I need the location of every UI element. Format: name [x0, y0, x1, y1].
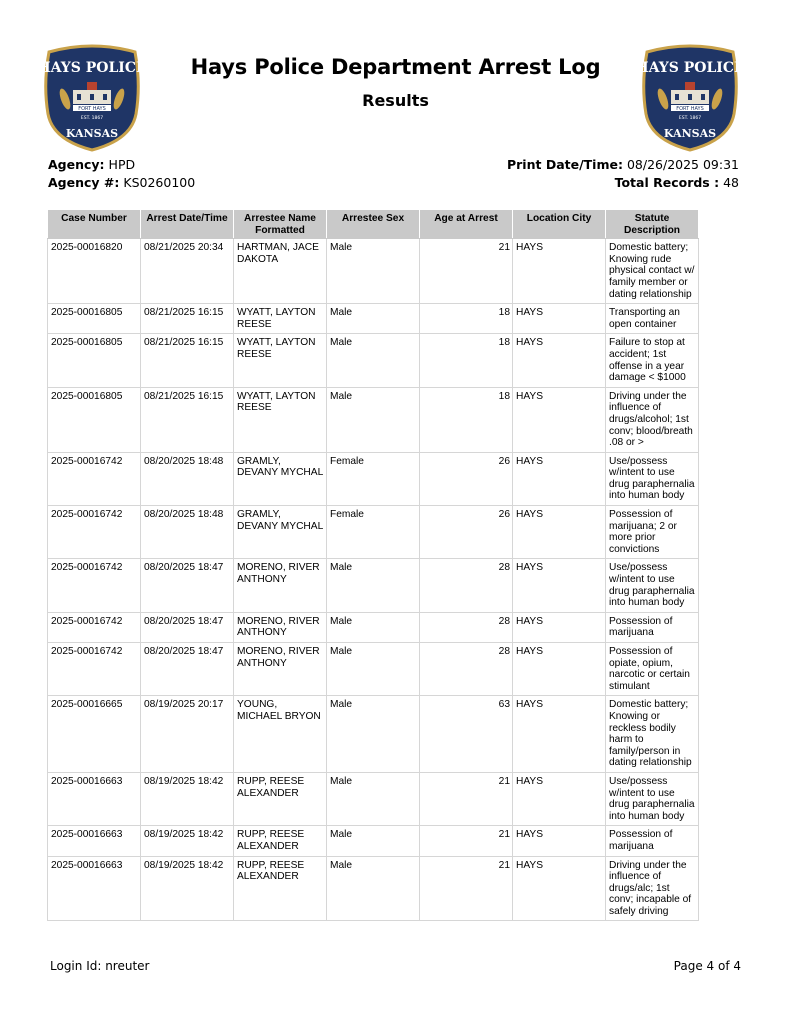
agency-info [48, 156, 195, 192]
page-subtitle: Results [362, 91, 429, 110]
cell-age-at-arrest: 21 [420, 772, 513, 825]
header-age-at-arrest: Age at Arrest [420, 210, 513, 239]
badge-banner-text: FORT HAYS [676, 106, 704, 112]
cell-statute-description: Use/possess w/intent to use drug paraphernalia into human body [606, 772, 699, 825]
cell-arrestee-sex: Female [327, 452, 420, 505]
print-datetime-value: 08/26/2025 09:31 [626, 157, 739, 172]
cell-age-at-arrest: 21 [420, 856, 513, 921]
login-id: Login Id: nreuter [50, 959, 150, 973]
table-row [48, 559, 699, 612]
badge-bottom-text: KANSAS [65, 127, 119, 140]
cell-age-at-arrest: 26 [420, 506, 513, 559]
cell-case-number: 2025-00016742 [48, 612, 141, 642]
agency-number-label: Agency #: [48, 175, 120, 190]
badge-top-text: HAYS POLICE [37, 60, 147, 76]
badge-banner-text: FORT HAYS [78, 106, 106, 112]
cell-arrest-datetime: 08/20/2025 18:47 [141, 612, 234, 642]
print-datetime-label: Print Date/Time: [506, 157, 623, 172]
cell-age-at-arrest: 21 [420, 239, 513, 304]
cell-arrestee-sex: Male [327, 239, 420, 304]
cell-arrestee-name: MORENO, RIVER ANTHONY [234, 559, 327, 612]
header-arrestee-name: Arrestee Name Formatted [234, 210, 327, 239]
cell-location-city: HAYS [513, 696, 606, 773]
cell-statute-description: Possession of marijuana [606, 826, 699, 856]
cell-case-number: 2025-00016663 [48, 856, 141, 921]
total-records-line [507, 174, 739, 192]
cell-arrest-datetime: 08/19/2025 20:17 [141, 696, 234, 773]
table-row [48, 826, 699, 856]
page-title: Hays Police Department Arrest Log [190, 55, 601, 79]
cell-arrestee-name: WYATT, LAYTON REESE [234, 387, 327, 452]
cell-arrest-datetime: 08/20/2025 18:48 [141, 506, 234, 559]
badge-est-text: EST. 1867 [678, 116, 702, 121]
cell-arrest-datetime: 08/21/2025 16:15 [141, 304, 234, 334]
cell-arrestee-sex: Male [327, 334, 420, 387]
cell-location-city: HAYS [513, 559, 606, 612]
cell-arrest-datetime: 08/21/2025 16:15 [141, 334, 234, 387]
cell-arrest-datetime: 08/20/2025 18:47 [141, 643, 234, 696]
cell-age-at-arrest: 63 [420, 696, 513, 773]
cell-age-at-arrest: 28 [420, 559, 513, 612]
cell-location-city: HAYS [513, 772, 606, 825]
cell-arrestee-sex: Female [327, 506, 420, 559]
table-row [48, 612, 699, 642]
cell-location-city: HAYS [513, 304, 606, 334]
cell-age-at-arrest: 18 [420, 334, 513, 387]
cell-case-number: 2025-00016805 [48, 387, 141, 452]
table-row [48, 772, 699, 825]
cell-case-number: 2025-00016742 [48, 506, 141, 559]
cell-location-city: HAYS [513, 334, 606, 387]
cell-statute-description: Failure to stop at accident; 1st offense in a year damage < $1000 [606, 334, 699, 387]
cell-statute-description: Domestic battery; Knowing rude physical contact w/ family member or dating relationship [606, 239, 699, 304]
cell-arrestee-name: MORENO, RIVER ANTHONY [234, 612, 327, 642]
agency-number-value: KS0260100 [123, 175, 196, 190]
cell-arrestee-name: WYATT, LAYTON REESE [234, 334, 327, 387]
cell-case-number: 2025-00016805 [48, 334, 141, 387]
badge-est-text: EST. 1867 [80, 116, 104, 121]
cell-arrestee-sex: Male [327, 612, 420, 642]
cell-arrestee-name: HARTMAN, JACE DAKOTA [234, 239, 327, 304]
cell-case-number: 2025-00016820 [48, 239, 141, 304]
cell-statute-description: Transporting an open container [606, 304, 699, 334]
header-location-city: Location City [513, 210, 606, 239]
table-row [48, 334, 699, 387]
cell-arrestee-sex: Male [327, 559, 420, 612]
cell-statute-description: Use/possess w/intent to use drug paraphernalia into human body [606, 559, 699, 612]
cell-location-city: HAYS [513, 856, 606, 921]
table-row [48, 387, 699, 452]
cell-arrestee-sex: Male [327, 772, 420, 825]
table-row [48, 452, 699, 505]
cell-location-city: HAYS [513, 506, 606, 559]
table-row [48, 506, 699, 559]
cell-arrestee-sex: Male [327, 696, 420, 773]
agency-label: Agency: [48, 157, 105, 172]
cell-statute-description: Possession of marijuana; 2 or more prior convictions [606, 506, 699, 559]
badge-top-text: HAYS POLICE [635, 60, 745, 76]
cell-statute-description: Use/possess w/intent to use drug paraphernalia into human body [606, 452, 699, 505]
cell-age-at-arrest: 21 [420, 826, 513, 856]
cell-case-number: 2025-00016663 [48, 826, 141, 856]
cell-location-city: HAYS [513, 826, 606, 856]
table-row [48, 304, 699, 334]
cell-arrest-datetime: 08/20/2025 18:47 [141, 559, 234, 612]
cell-arrest-datetime: 08/21/2025 16:15 [141, 387, 234, 452]
cell-arrestee-name: YOUNG, MICHAEL BRYON [234, 696, 327, 773]
cell-arrestee-name: RUPP, REESE ALEXANDER [234, 856, 327, 921]
total-records-label: Total Records : [614, 175, 720, 190]
cell-location-city: HAYS [513, 643, 606, 696]
cell-arrestee-sex: Male [327, 826, 420, 856]
cell-arrestee-name: RUPP, REESE ALEXANDER [234, 826, 327, 856]
cell-arrest-datetime: 08/19/2025 18:42 [141, 826, 234, 856]
cell-arrestee-name: MORENO, RIVER ANTHONY [234, 643, 327, 696]
cell-location-city: HAYS [513, 387, 606, 452]
cell-arrestee-sex: Male [327, 856, 420, 921]
print-datetime-line [507, 156, 739, 174]
cell-arrest-datetime: 08/19/2025 18:42 [141, 772, 234, 825]
cell-statute-description: Possession of opiate, opium, narcotic or certain stimulant [606, 643, 699, 696]
cell-age-at-arrest: 18 [420, 387, 513, 452]
cell-age-at-arrest: 18 [420, 304, 513, 334]
agency-value: HPD [108, 157, 136, 172]
cell-location-city: HAYS [513, 239, 606, 304]
cell-location-city: HAYS [513, 452, 606, 505]
header-arrest-datetime: Arrest Date/Time [141, 210, 234, 239]
cell-case-number: 2025-00016742 [48, 452, 141, 505]
cell-arrest-datetime: 08/19/2025 18:42 [141, 856, 234, 921]
cell-arrestee-name: GRAMLY, DEVANY MYCHAL [234, 452, 327, 505]
cell-age-at-arrest: 28 [420, 612, 513, 642]
cell-arrestee-name: RUPP, REESE ALEXANDER [234, 772, 327, 825]
cell-statute-description: Possession of marijuana [606, 612, 699, 642]
agency-line [48, 156, 195, 174]
header-statute-description: Statute Description [606, 210, 699, 239]
cell-age-at-arrest: 26 [420, 452, 513, 505]
cell-statute-description: Domestic battery; Knowing or reckless bodily harm to family/person in dating relationship [606, 696, 699, 773]
cell-arrestee-name: GRAMLY, DEVANY MYCHAL [234, 506, 327, 559]
cell-arrest-datetime: 08/20/2025 18:48 [141, 452, 234, 505]
agency-number-line [48, 174, 195, 192]
cell-arrestee-name: WYATT, LAYTON REESE [234, 304, 327, 334]
header-arrestee-sex: Arrestee Sex [327, 210, 420, 239]
arrest-log-table [47, 209, 699, 921]
table-row [48, 643, 699, 696]
cell-case-number: 2025-00016742 [48, 559, 141, 612]
cell-case-number: 2025-00016805 [48, 304, 141, 334]
cell-case-number: 2025-00016663 [48, 772, 141, 825]
badge-bottom-text: KANSAS [663, 127, 717, 140]
cell-age-at-arrest: 28 [420, 643, 513, 696]
cell-case-number: 2025-00016665 [48, 696, 141, 773]
header-case-number: Case Number [48, 210, 141, 239]
cell-arrestee-sex: Male [327, 643, 420, 696]
cell-arrestee-sex: Male [327, 387, 420, 452]
table-row [48, 239, 699, 304]
cell-location-city: HAYS [513, 612, 606, 642]
cell-statute-description: Driving under the influence of drugs/alcohol; 1st conv; blood/breath .08 or > [606, 387, 699, 452]
total-records-value: 48 [723, 175, 739, 190]
cell-case-number: 2025-00016742 [48, 643, 141, 696]
table-header-row [48, 210, 699, 239]
page-number: Page 4 of 4 [673, 959, 741, 973]
cell-statute-description: Driving under the influence of drugs/alc; 1st conv; incapable of safely driving [606, 856, 699, 921]
cell-arrestee-sex: Male [327, 304, 420, 334]
cell-arrest-datetime: 08/21/2025 20:34 [141, 239, 234, 304]
table-row [48, 856, 699, 921]
table-row [48, 696, 699, 773]
arrest-log-body [48, 239, 699, 921]
print-info [507, 156, 739, 192]
